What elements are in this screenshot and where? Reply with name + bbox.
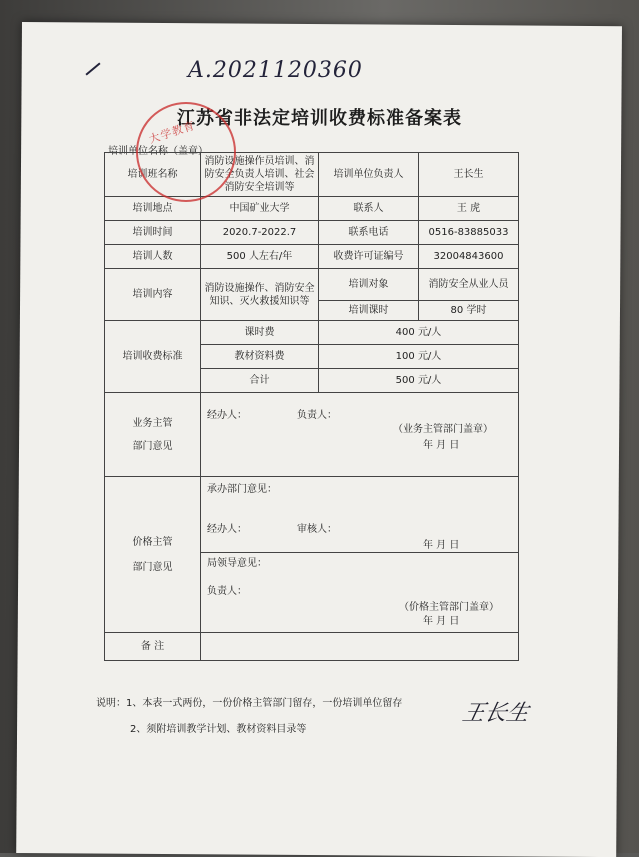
value-unit-head: 王长生 <box>419 153 519 197</box>
value-contact: 王 虎 <box>419 197 519 221</box>
filing-form-table <box>104 152 519 661</box>
fee-amount: 500 元/人 <box>319 369 519 393</box>
handwritten-number: A.2021120360 <box>188 58 363 83</box>
price-date-1: 年 月 日 <box>423 540 460 551</box>
price-handler-label: 经办人： <box>207 524 247 535</box>
label-business-dept <box>105 393 201 477</box>
value-hours: 80 学时 <box>419 301 519 321</box>
label-time: 培训时间 <box>105 221 201 245</box>
value-content: 消防设施操作、消防安全知识、灭火救援知识等 <box>201 269 319 321</box>
label-count: 培训人数 <box>105 245 201 269</box>
fee-amount: 100 元/人 <box>319 345 519 369</box>
label-contact: 联系人 <box>319 197 419 221</box>
price-reviewer-label: 审核人： <box>297 524 337 535</box>
unit-name-label: 培训单位名称（盖章） <box>108 146 208 157</box>
row-price-opinion-1 <box>105 477 519 553</box>
seal-text: 大学教育 <box>147 118 197 147</box>
row-location <box>105 197 519 221</box>
business-stamp-note: （业务主管部门盖章） <box>393 424 493 435</box>
leader-opinion-cell <box>201 553 519 633</box>
label-price-dept <box>105 477 201 633</box>
label-unit-head: 培训单位负责人 <box>319 153 419 197</box>
label-phone: 联系电话 <box>319 221 419 245</box>
price-stamp-note: （价格主管部门盖章） <box>399 602 499 613</box>
row-count <box>105 245 519 269</box>
note-line-1: 说明：1、本表一式两份，一份价格主管部门留存，一份培训单位留存 <box>96 698 403 709</box>
business-responsible-label: 负责人： <box>297 410 337 421</box>
business-handler-label: 经办人： <box>207 410 247 421</box>
price-label-line2: 部门意见 <box>132 561 173 573</box>
red-seal <box>136 102 236 202</box>
label-license: 收费许可证编号 <box>319 245 419 269</box>
value-time: 2020.7-2022.7 <box>201 221 319 245</box>
label-class-name: 培训班名称 <box>105 153 201 197</box>
leader-opinion-label: 局领导意见： <box>207 558 267 569</box>
business-label-line2: 部门意见 <box>132 440 173 452</box>
fee-name: 教材资料费 <box>201 345 319 369</box>
document-title: 江苏省非法定培训收费标准备案表 <box>177 108 462 129</box>
fee-name: 课时费 <box>201 321 319 345</box>
price-label-line1: 价格主管 <box>132 536 173 548</box>
business-label-line1: 业务主管 <box>132 417 173 429</box>
business-date: 年 月 日 <box>423 440 460 451</box>
label-hours: 培训课时 <box>319 301 419 321</box>
value-count: 500 人左右/年 <box>201 245 319 269</box>
row-time <box>105 221 519 245</box>
row-remarks <box>105 633 519 661</box>
leader-responsible-label: 负责人： <box>207 586 247 597</box>
value-class-name: 消防设施操作员培训、消防安全负责人培训、社会消防安全培训等 <box>201 153 319 197</box>
row-content <box>105 269 519 301</box>
value-remarks <box>201 633 519 661</box>
fee-name: 合计 <box>201 369 319 393</box>
fee-row <box>105 321 519 345</box>
fee-amount: 400 元/人 <box>319 321 519 345</box>
business-opinion-cell <box>201 393 519 477</box>
label-location: 培训地点 <box>105 197 201 221</box>
label-target: 培训对象 <box>319 269 419 301</box>
value-phone: 0516-83885033 <box>419 221 519 245</box>
label-content: 培训内容 <box>105 269 201 321</box>
value-target: 消防安全从业人员 <box>419 269 519 301</box>
price-date-2: 年 月 日 <box>423 616 460 627</box>
handwritten-signature: 王长生 <box>459 701 532 726</box>
label-remarks: 备 注 <box>105 633 201 661</box>
price-dept-opinion-cell <box>201 477 519 553</box>
note-line-2: 2、须附培训教学计划、教材资料目录等 <box>130 724 307 735</box>
label-fee-standard: 培训收费标准 <box>105 321 201 393</box>
value-location: 中国矿业大学 <box>201 197 319 221</box>
value-license: 32004843600 <box>419 245 519 269</box>
row-business-opinion <box>105 393 519 477</box>
dept-opinion-label: 承办部门意见： <box>207 484 277 495</box>
